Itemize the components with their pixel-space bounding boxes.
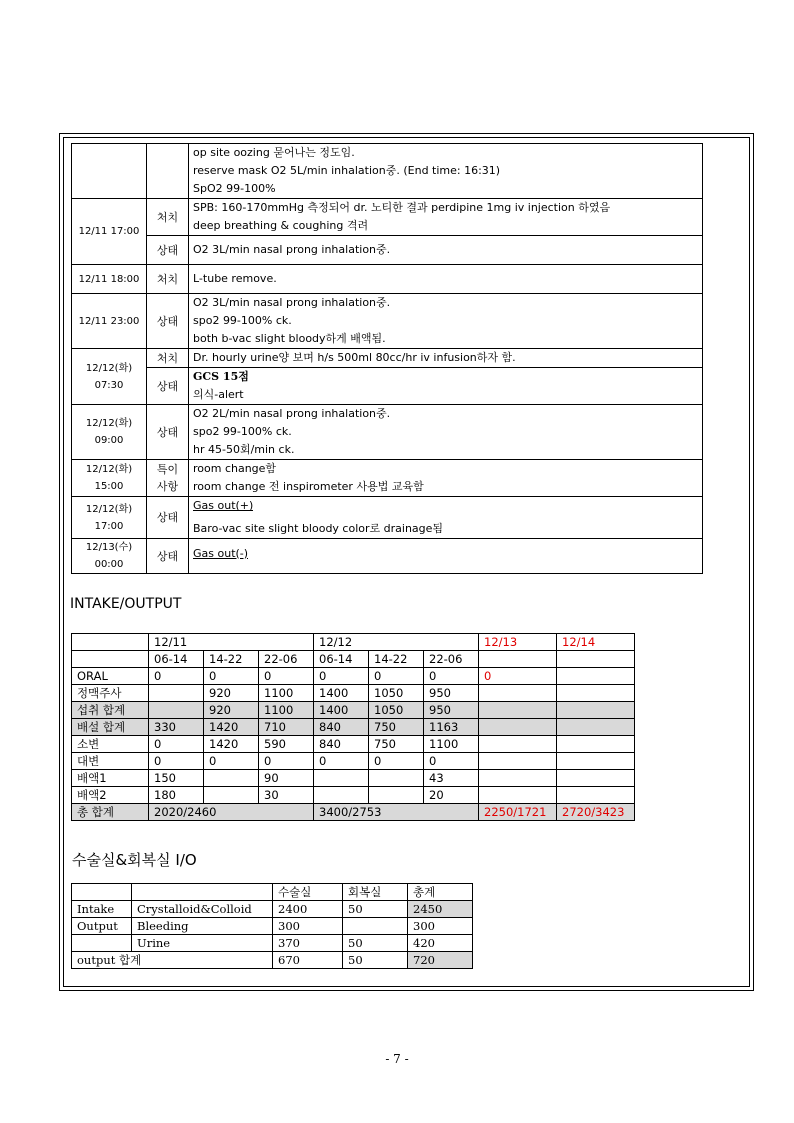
io-row: ORAL 0 0 0 0 0 0 0 [72, 668, 635, 685]
note-text: Gas out(-) [189, 539, 703, 574]
note-text: GCS 15점 의식-alert [189, 368, 703, 405]
note-category: 처치 [147, 265, 189, 294]
note-row [72, 497, 703, 539]
note-datetime: 12/11 17:00 [72, 199, 147, 265]
note-row [72, 368, 703, 405]
note-category: 상태 [147, 497, 189, 539]
io-row-label: 대변 [72, 753, 149, 770]
io-date: 12/12 [314, 634, 479, 651]
note-category: 상태 [147, 294, 189, 349]
io-row-label: ORAL [72, 668, 149, 685]
io-row: 배액2 180 30 20 [72, 787, 635, 804]
note-category: 처치 [147, 349, 189, 368]
note-datetime: 12/13(수) 00:00 [72, 539, 147, 574]
note-category: 상태 [147, 539, 189, 574]
io-row: 배액1 150 90 43 [72, 770, 635, 787]
or-recovery-heading: 수술실&회복실 I/O [72, 851, 197, 869]
io-grand-total-row [72, 804, 635, 821]
io-row-label: 소변 [72, 736, 149, 753]
or-total-label: output 합계 [72, 952, 273, 969]
note-text: SPB: 160-170mmHg 측정되어 dr. 노티한 결과 perdipine 1mg iv injection 하였음 deep breathing & coughing 격려 [189, 199, 703, 236]
intake-output-heading: INTAKE/OUTPUT [70, 596, 182, 612]
or-recovery-io-table [71, 883, 473, 969]
note-row [72, 294, 703, 349]
io-row-label: 총 합계 [72, 804, 149, 821]
note-row [72, 199, 703, 236]
note-text: O2 3L/min nasal prong inhalation중. spo2 99-100% ck. both b-vac slight bloody하게 배액됨. [189, 294, 703, 349]
io-total: 3400/2753 [314, 804, 479, 821]
note-row [72, 144, 703, 199]
nursing-notes-table [71, 143, 703, 574]
io-total: 2020/2460 [149, 804, 314, 821]
note-datetime: 12/11 18:00 [72, 265, 147, 294]
note-row [72, 236, 703, 265]
io-date: 12/11 [149, 634, 314, 651]
io-total: 2250/1721 [479, 804, 557, 821]
note-datetime: 12/12(화) 09:00 [72, 405, 147, 460]
io-shift-row [72, 651, 635, 668]
note-text: room change함 room change 전 inspirometer 사용법 교육함 [189, 460, 703, 497]
note-text: Gas out(+) Baro-vac site slight bloody color로 drainage됨 [189, 497, 703, 539]
note-category: 특이 사항 [147, 460, 189, 497]
or-header-row [72, 884, 473, 901]
io-shift: 06-14 [314, 651, 369, 668]
io-shift: 14-22 [204, 651, 259, 668]
io-row-intake-total: 섭취 합계 920 1100 1400 1050 950 [72, 702, 635, 719]
note-datetime: 12/12(화) 15:00 [72, 460, 147, 497]
io-shift: 06-14 [149, 651, 204, 668]
io-shift: 14-22 [369, 651, 424, 668]
note-datetime: 12/12(화) 17:00 [72, 497, 147, 539]
note-row [72, 265, 703, 294]
or-row: Intake Crystalloid&Colloid 2400 50 2450 [72, 901, 473, 918]
io-row-label: 배액2 [72, 787, 149, 804]
io-date: 12/14 [557, 634, 635, 651]
or-row: Urine 370 50 420 [72, 935, 473, 952]
io-row: 소변 0 1420 590 840 750 1100 [72, 736, 635, 753]
note-category: 처치 [147, 199, 189, 236]
page-number: - 7 - [385, 1052, 409, 1066]
or-header: 수술실 [273, 884, 343, 901]
note-text: O2 3L/min nasal prong inhalation중. [189, 236, 703, 265]
or-header: 회복실 [343, 884, 408, 901]
note-datetime: 12/12(화) 07:30 [72, 349, 147, 405]
note-text: L-tube remove. [189, 265, 703, 294]
or-total-row: output 합계 670 50 720 [72, 952, 473, 969]
note-category: 상태 [147, 368, 189, 405]
note-category: 상태 [147, 405, 189, 460]
note-datetime: 12/11 23:00 [72, 294, 147, 349]
note-row [72, 460, 703, 497]
note-text: O2 2L/min nasal prong inhalation중. spo2 99-100% ck. hr 45-50회/min ck. [189, 405, 703, 460]
intake-output-table [71, 633, 635, 821]
or-row: Output Bleeding 300 300 [72, 918, 473, 935]
io-date-row [72, 634, 635, 651]
io-shift: 22-06 [259, 651, 314, 668]
io-row-label: 배액1 [72, 770, 149, 787]
io-row-label: 배설 합계 [72, 719, 149, 736]
note-row [72, 405, 703, 460]
io-shift: 22-06 [424, 651, 479, 668]
note-text: Dr. hourly urine양 보며 h/s 500ml 80cc/hr iv infusion하자 함. [189, 349, 703, 368]
io-row-label: 정맥주사 [72, 685, 149, 702]
io-date: 12/13 [479, 634, 557, 651]
io-row: 대변 0 0 0 0 0 0 [72, 753, 635, 770]
note-row [72, 539, 703, 574]
io-row: 정맥주사 920 1100 1400 1050 950 [72, 685, 635, 702]
io-row-label: 섭취 합계 [72, 702, 149, 719]
note-text: op site oozing 묻어나는 정도임. reserve mask O2 5L/min inhalation중. (End time: 16:31) SpO2 99-100% [189, 144, 703, 199]
io-total: 2720/3423 [557, 804, 635, 821]
note-row [72, 349, 703, 368]
note-category: 상태 [147, 236, 189, 265]
io-row-output-total: 배설 합계 330 1420 710 840 750 1163 [72, 719, 635, 736]
or-header: 총계 [408, 884, 473, 901]
